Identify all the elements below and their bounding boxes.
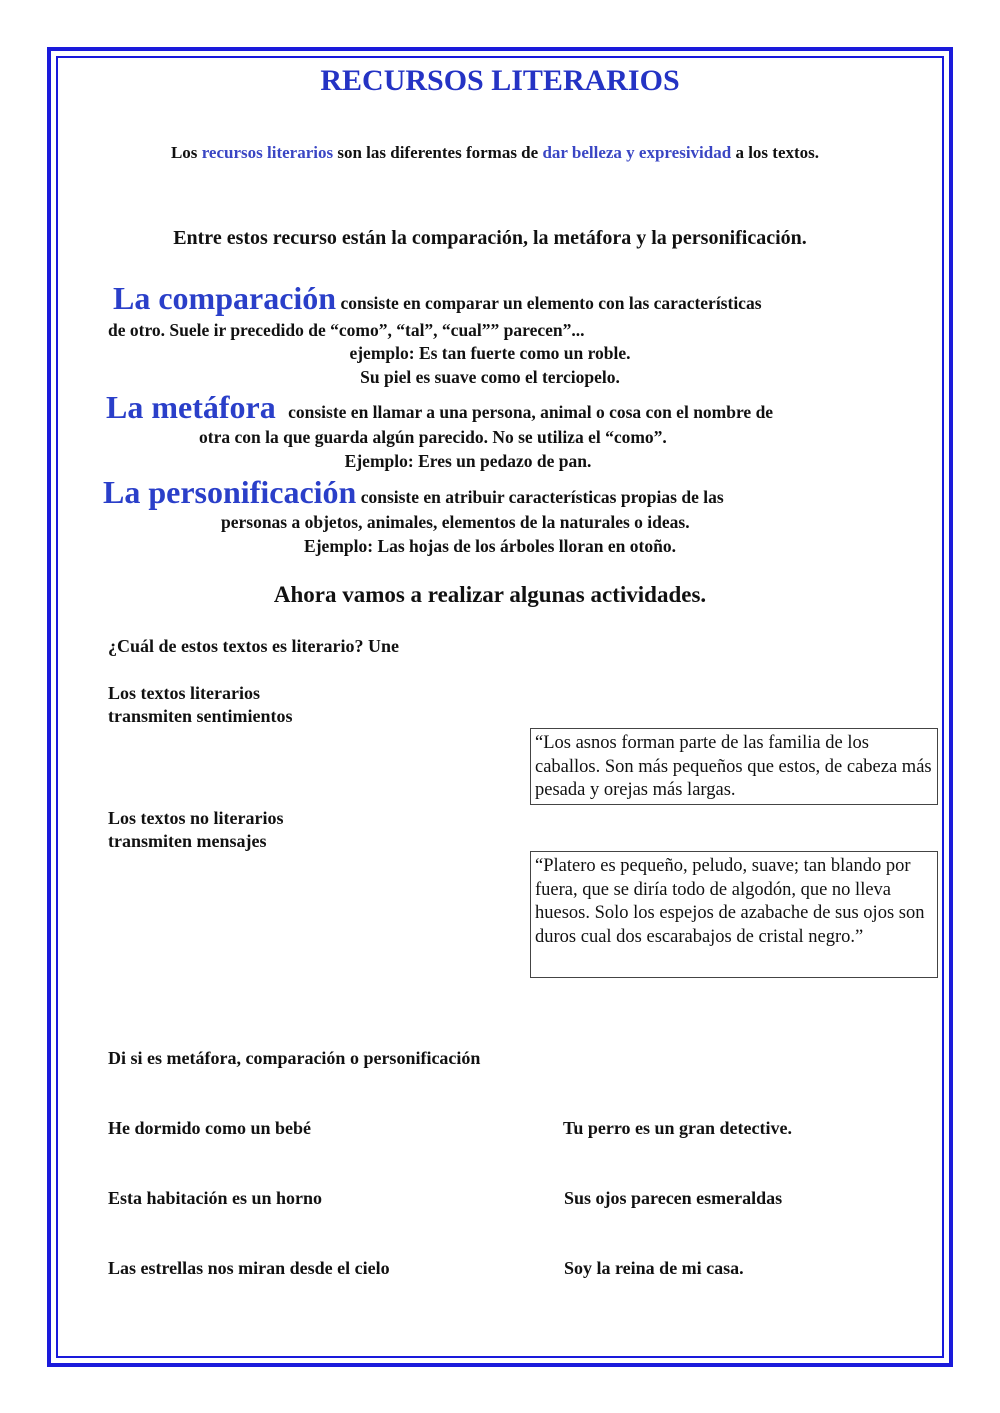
activities-heading: Ahora vamos a realizar algunas actividades. — [273, 582, 707, 607]
metafora-text2: otra con la que guarda algún parecido. No se utiliza el “como”. — [199, 427, 667, 447]
sentence-item[interactable]: Soy la reina de mi casa. — [564, 1258, 744, 1278]
intro-text: a los textos. — [731, 143, 820, 162]
text-box-platero[interactable]: “Platero es pequeño, peludo, suave; tan blando por fuera, que se diría todo de algodón, que no lleva huesos. Solo los espejos de azabache de sus ojos son duros cual dos escarabajos de cristal negro.” — [530, 851, 938, 978]
sentence-item[interactable]: Las estrellas nos miran desde el cielo — [108, 1258, 390, 1278]
comparacion-text2: de otro. Suele ir precedido de “como”, “tal”, “cual”” parecen”... — [108, 320, 585, 340]
personificacion-example: Ejemplo: Las hojas de los árboles lloran en otoño. — [304, 536, 676, 556]
comparacion-text1: consiste en comparar un elemento con las características — [336, 293, 762, 313]
resources-list-sentence: Entre estos recurso están la comparación, la metáfora y la personificación. — [173, 227, 807, 249]
comparacion-example2: Su piel es suave como el terciopelo. — [360, 367, 620, 387]
literary-label-line2[interactable]: transmiten sentimientos — [108, 706, 293, 726]
intro-paragraph — [100, 141, 890, 164]
page-title: RECURSOS LITERARIOS — [320, 64, 680, 97]
highlight-recursos: recursos literarios — [201, 143, 334, 162]
personificacion-heading: La personificación — [103, 474, 357, 510]
sentence-item[interactable]: Esta habitación es un horno — [108, 1188, 323, 1208]
comparacion-example1: ejemplo: Es tan fuerte como un roble. — [349, 343, 631, 363]
sentence-item[interactable]: Tu perro es un gran detective. — [563, 1118, 792, 1138]
sentence-item[interactable]: He dormido como un bebé — [108, 1118, 312, 1138]
comparacion-line1 — [113, 280, 762, 317]
text-box-asnos[interactable]: “Los asnos forman parte de las familia de los caballos. Son más pequeños que estos, de cabeza más pesada y orejas más largas. — [530, 728, 938, 805]
personificacion-line1 — [103, 474, 724, 511]
metafora-text1: consiste en llamar a una persona, animal o cosa con el nombre de — [283, 402, 774, 422]
non-literary-label-line2[interactable]: transmiten mensajes — [108, 831, 267, 851]
metafora-line1 — [106, 389, 773, 426]
activity1-question: ¿Cuál de estos textos es literario? Une — [108, 636, 399, 656]
literary-label-line1[interactable]: Los textos literarios — [108, 683, 260, 703]
comparacion-heading: La comparación — [113, 280, 337, 316]
activity2-question: Di si es metáfora, comparación o personificación — [108, 1048, 481, 1068]
highlight-belleza: dar belleza y expresividad — [542, 143, 732, 162]
sentence-item[interactable]: Sus ojos parecen esmeraldas — [564, 1188, 783, 1208]
intro-text: Los — [170, 143, 202, 162]
intro-text: son las diferentes formas de — [333, 143, 543, 162]
personificacion-text1: consiste en atribuir características propias de las — [356, 487, 724, 507]
metafora-heading: La metáfora — [106, 389, 276, 425]
metafora-example: Ejemplo: Eres un pedazo de pan. — [344, 451, 592, 471]
personificacion-text2: personas a objetos, animales, elementos de la naturales o ideas. — [221, 512, 690, 532]
non-literary-label-line1[interactable]: Los textos no literarios — [108, 808, 284, 828]
